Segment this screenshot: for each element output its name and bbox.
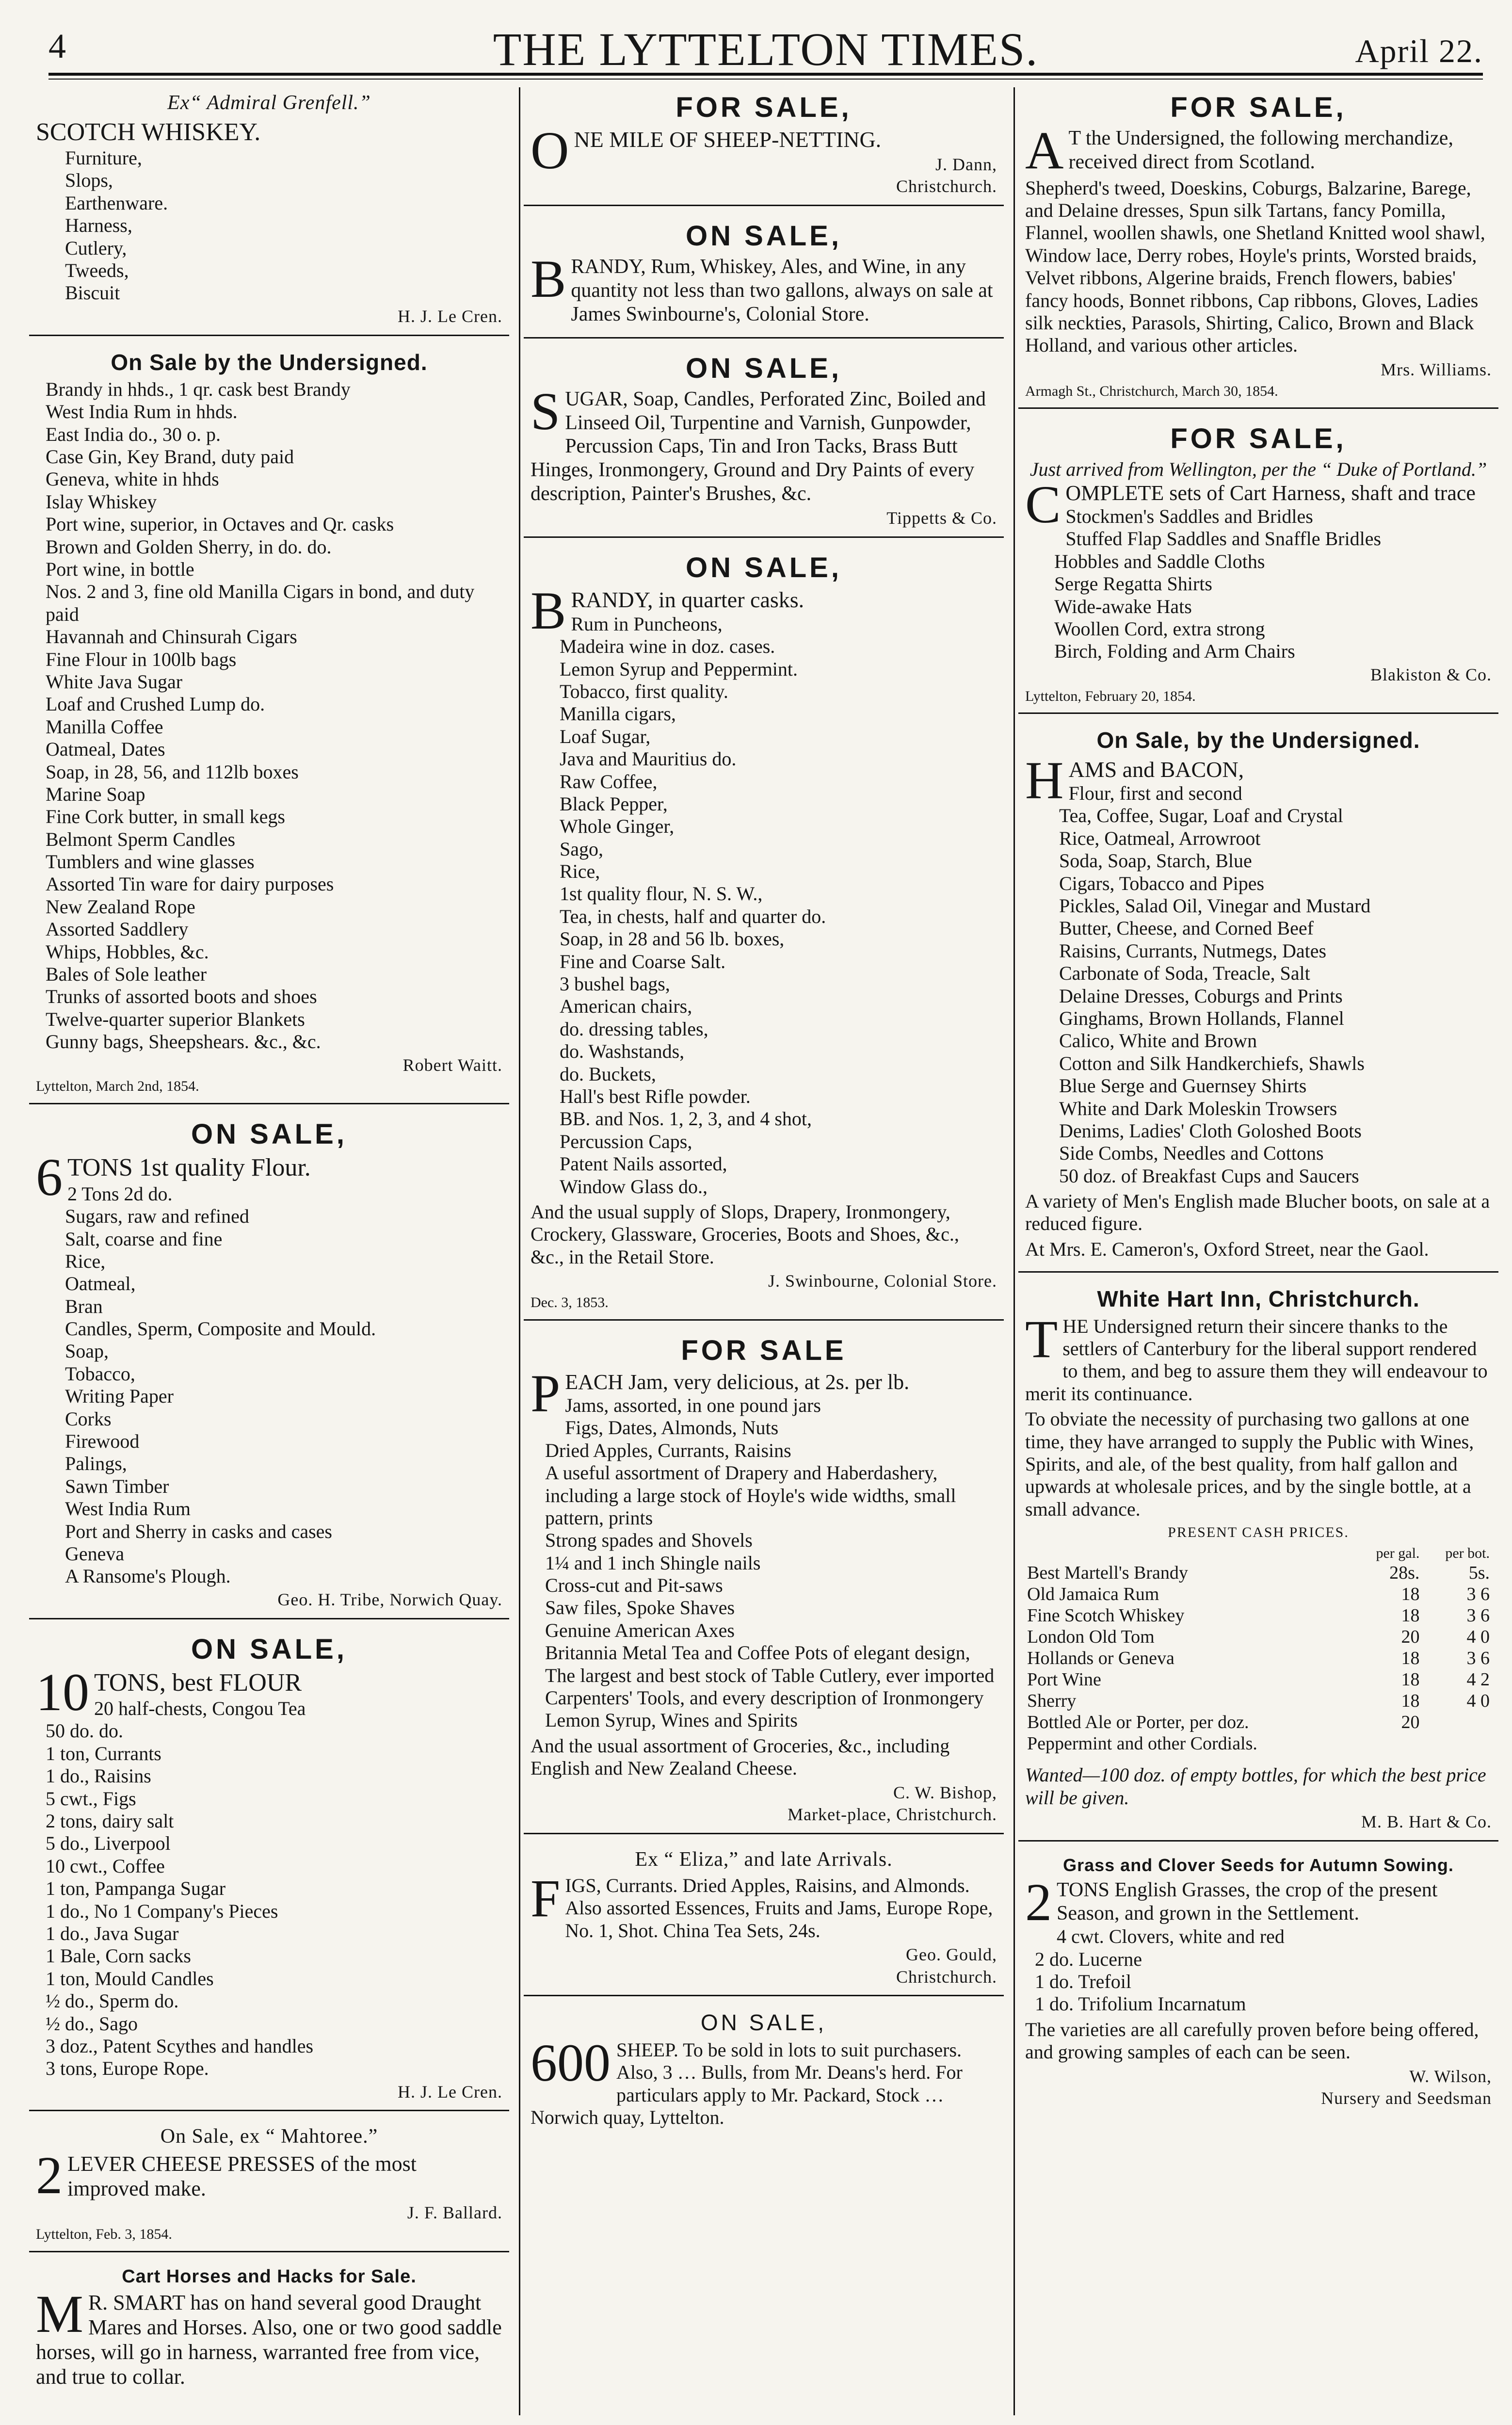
list-item: A Ransome's Plough. [65, 1565, 231, 1587]
list-item: Sawn Timber [65, 1475, 169, 1497]
list-item: Nos. 2 and 3, fine old Manilla Cigars in bond, and duty paid [46, 581, 475, 625]
list-item: Figs, Dates, Almonds, Nuts [565, 1417, 779, 1439]
drop-cap: 10 [36, 1662, 89, 1722]
list-item: do. Buckets, [560, 1063, 656, 1085]
ad-signature: J. Swinbourne, Colonial Store. [768, 1271, 997, 1291]
list-item: Slops, [65, 169, 113, 192]
ad-signature: Geo. H. Tribe, Norwich Quay. [277, 1589, 502, 1609]
price-bot: 3 6 [1466, 1584, 1490, 1604]
list-item: Cutlery, [65, 237, 127, 259]
ad-cart-horses [29, 2262, 509, 2400]
list-item: Rice, [65, 1250, 106, 1272]
ad-dateline: Lyttelton, February 20, 1854. [1025, 688, 1196, 704]
item-list [531, 613, 997, 1198]
list-item: Loaf and Crushed Lump do. [46, 693, 265, 715]
column-3 [1018, 87, 1498, 2126]
list-item: Tobacco, first quality. [560, 680, 728, 702]
list-item: West India Rum in hhds. [46, 401, 238, 423]
ad-body: And the usual assortment of Groceries, &c., including English and New Zealand Cheese. [531, 1734, 950, 1779]
list-item: do. Washstands, [560, 1040, 685, 1063]
list-item: Geneva, white in hhds [46, 468, 219, 490]
drop-cap: B [531, 581, 566, 641]
list-item: Stuffed Flap Saddles and Snaffle Bridles [1065, 528, 1382, 550]
ad-body-2: Shepherd's tweed, Doeskins, Coburgs, Balzarine, Barege, and Delaine dresses, Spun silk Tartans, fancy Pomilla, Flannel, woollen shawls, one Shetland Knitted wool shawl, Window lace, Derry robes, Hoyle's prints, Worsted braids, Velvet ribbons, Algerine braids, French flowers, babies' fancy hoods, Bonnet ribbons, Cap ribbons, Gloves, Ladies silk neckties, Parasols, Shirting, Calico, Brown and Black Holland, and various other articles. [1025, 177, 1485, 356]
list-item: Soap, in 28, 56, and 112lb boxes [46, 760, 299, 783]
ad-lead: TONS 1st quality Flour. [67, 1154, 311, 1182]
ad-lead: TONS, best FLOUR [94, 1668, 302, 1697]
ad-place: Christchurch. [896, 1967, 997, 1987]
column-2 [524, 87, 1004, 2149]
drop-cap: C [1025, 475, 1061, 534]
list-item: 20 half-chests, Congou Tea [94, 1698, 306, 1720]
ad-title: Grass and Clover Seeds for Autumn Sowing. [1063, 1855, 1454, 1875]
ad-lead: LEVER CHEESE PRESSES of the most improved make. [67, 2152, 417, 2201]
table-row [1025, 1626, 1492, 1648]
list-item: 2 tons, dairy salt [46, 1810, 174, 1832]
list-item: Cotton and Silk Handkerchiefs, Shawls [1059, 1052, 1365, 1074]
list-item: ½ do., Sperm do. [46, 1990, 179, 2012]
table-row [1025, 1669, 1492, 1690]
list-item: 1 do., Java Sugar [46, 1922, 179, 1944]
price-bot: 3 6 [1466, 1648, 1490, 1669]
list-item: Bales of Sole leather [46, 963, 207, 986]
list-item: Blue Serge and Guernsey Shirts [1059, 1075, 1307, 1097]
ad-dateline: Lyttelton, March 2nd, 1854. [36, 1078, 199, 1095]
list-item: 2 Tons 2d do. [67, 1182, 173, 1205]
list-item: White and Dark Moleskin Trowsers [1059, 1097, 1337, 1119]
price-gal: 18 [1401, 1584, 1420, 1604]
list-item: do. dressing tables, [560, 1018, 708, 1040]
ad-lead: AMS and BACON, [1068, 757, 1244, 782]
list-item: Saw files, Spoke Shaves [545, 1597, 735, 1619]
drop-cap: M [36, 2284, 83, 2344]
list-item: Calico, White and Brown [1059, 1030, 1257, 1052]
list-item: ½ do., Sago [46, 2012, 138, 2035]
ad-signature: Blakiston & Co. [1370, 664, 1492, 684]
ad-title: Cart Horses and Hacks for Sale. [122, 2266, 417, 2287]
list-item: Fine Flour in 100lb bags [46, 648, 237, 670]
ad-lead: TONS English Grasses, the crop of the present Season, and grown in the Settlement. [1057, 1878, 1438, 1925]
ad-lead: NE MILE OF SHEEP-NETTING. [574, 127, 882, 152]
ad-signature: Tippetts & Co. [886, 508, 997, 528]
list-item: Britannia Metal Tea and Coffee Pots of elegant design, [545, 1642, 970, 1664]
table-row [1025, 1584, 1492, 1605]
ad-hams-bacon [1018, 724, 1498, 1273]
ad-scotland-merchandize [1018, 87, 1498, 409]
ad-admiral-grenfell [29, 87, 509, 336]
list-item: Salt, coarse and fine [65, 1228, 223, 1250]
list-item: 1st quality flour, N. S. W., [560, 883, 763, 905]
price-name: Fine Scotch Whiskey [1027, 1605, 1185, 1626]
ad-body: A variety of Men's English made Blucher boots, on sale at a reduced figure. [1025, 1190, 1490, 1235]
page-number: 4 [48, 27, 66, 65]
ad-body-2: At Mrs. E. Cameron's, Oxford Street, near the Gaol. [1025, 1238, 1429, 1260]
list-item: Port and Sherry in casks and cases [65, 1520, 332, 1542]
ad-eliza-arrivals [524, 1844, 1004, 1996]
ad-signature: Robert Waitt. [402, 1055, 502, 1075]
ad-signature: H. J. Le Cren. [398, 306, 502, 326]
price-name: Peppermint and other Cordials. [1027, 1733, 1257, 1754]
drop-cap: B [531, 249, 566, 309]
list-item: Sago, [560, 838, 603, 860]
list-item: Assorted Saddlery [46, 918, 189, 940]
ad-signature: C. W. Bishop, [893, 1782, 997, 1802]
price-gal: 18 [1401, 1691, 1420, 1712]
list-item: Cross-cut and Pit-saws [545, 1574, 723, 1597]
prices-title: PRESENT CASH PRICES. [1168, 1524, 1349, 1541]
price-name: Port Wine [1027, 1669, 1101, 1690]
list-item: Corks [65, 1407, 112, 1430]
ad-dateline: Lyttelton, Feb. 3, 1854. [36, 2226, 172, 2242]
price-bot: 4 2 [1466, 1669, 1490, 1690]
column-divider [1013, 87, 1015, 2415]
ad-title: Ex “ Eliza,” and late Arrivals. [635, 1848, 893, 1871]
list-item: 1 Bale, Corn sacks [46, 1945, 191, 1967]
drop-cap: 2 [1025, 1872, 1052, 1932]
ad-cart-harness [1018, 419, 1498, 714]
price-name: Best Martell's Brandy [1027, 1562, 1188, 1583]
list-item: Dried Apples, Currants, Raisins [545, 1439, 791, 1461]
list-item: 1 do., Raisins [46, 1765, 151, 1787]
ad-body: IGS, Currants. Dried Apples, Raisins, and Almonds. Also assorted Essences, Fruits and Jams, Europe Rope, No. 1, Shot. China Tea Sets, 24s. [565, 1874, 993, 1941]
drop-cap: 600 [531, 2033, 611, 2092]
ad-title: ON SALE, [686, 552, 842, 584]
list-item: Manilla cigars, [560, 703, 676, 725]
ad-title: On Sale by the Undersigned. [111, 349, 428, 375]
list-item: Earthenware. [65, 192, 168, 214]
ad-sheep-netting [524, 87, 1004, 206]
drop-cap: P [531, 1363, 561, 1423]
list-item: Fine Cork butter, in small kegs [46, 806, 285, 828]
masthead-rule-thin [48, 79, 1483, 80]
list-item: Lemon Syrup, Wines and Spirits [545, 1709, 798, 1731]
list-item: Percussion Caps, [560, 1130, 692, 1152]
item-list [36, 147, 502, 305]
list-item: Pickles, Salad Oil, Vinegar and Mustard [1059, 895, 1371, 917]
list-item: 1 do. Trifolium Incarnatum [1035, 1993, 1246, 2015]
ad-on-sale-undersigned [29, 346, 509, 1105]
ad-cheese-presses [29, 2121, 509, 2252]
ad-title: Ex“ Admiral Grenfell.” [167, 92, 371, 114]
ad-title: ON SALE, [191, 1633, 347, 1665]
list-item: Rice, Oatmeal, Arrowroot [1059, 827, 1261, 849]
ad-body: UGAR, Soap, Candles, Perforated Zinc, Boiled and Linseed Oil, Turpentine and Varnish, Gunpowder, Percussion Caps, Tin and Iron Tacks, Brass Butt Hinges, Ironmongery, Ground and Dry Paints of every description, Painter's Brushes, &c. [531, 388, 986, 505]
price-bot: 3 6 [1466, 1605, 1490, 1626]
list-item: 1 ton, Mould Candles [46, 1967, 214, 1989]
price-gal: 20 [1401, 1626, 1420, 1647]
list-item: Bran [65, 1295, 103, 1317]
wanted-notice: Wanted—100 doz. of empty bottles, for which the best price will be given. [1025, 1764, 1486, 1809]
list-item: Stockmen's Saddles and Bridles [1065, 505, 1313, 528]
column-divider [519, 87, 520, 2415]
list-item: Jams, assorted, in one pound jars [565, 1394, 821, 1416]
column-1 [29, 87, 509, 2409]
list-item: West India Rum [65, 1498, 191, 1520]
list-item: Carpenters' Tools, and every description of Ironmongery [545, 1687, 984, 1709]
list-item: Soap, in 28 and 56 lb. boxes, [560, 928, 785, 950]
list-item: Patent Nails assorted, [560, 1153, 727, 1175]
list-item: Tea, in chests, half and quarter do. [560, 905, 826, 927]
list-item: 4 cwt. Clovers, white and red [1057, 1925, 1285, 1948]
ad-sugar-soap [524, 348, 1004, 538]
list-item: Biscuit [65, 282, 120, 304]
ad-title: On Sale, ex “ Mahtoree.” [160, 2125, 378, 2148]
price-bot: 4 0 [1466, 1626, 1490, 1647]
ad-swinbourne-store [524, 548, 1004, 1321]
list-item: Side Combs, Needles and Cottons [1059, 1142, 1324, 1164]
ad-body: SHEEP. To be sold in lots to suit purchasers. Also, 3 … Bulls, from Mr. Deans's herd. For particulars apply to Mr. Packard, Stock … Norwich quay, Lyttelton. [531, 2038, 963, 2129]
ad-body: RANDY, Rum, Whiskey, Ales, and Wine, in any quantity not less than two gallons, always on sale at James Swinbourne's, Colonial Store. [571, 256, 993, 325]
list-item: Firewood [65, 1430, 140, 1453]
ad-body: R. SMART has on hand several good Draught Mares and Horses. Also, one or two good saddle horses, will go in harness, warranted free from vice, and true to collar. [36, 2290, 502, 2389]
item-list [36, 1183, 502, 1588]
list-item: 50 doz. of Breakfast Cups and Saucers [1059, 1164, 1359, 1187]
list-item: American chairs, [560, 995, 692, 1018]
list-item: Harness, [65, 214, 132, 237]
table-row [1025, 1733, 1492, 1754]
masthead [48, 17, 1483, 75]
ad-signature: J. Dann, [935, 154, 997, 174]
ad-title: ON SALE, [191, 1118, 347, 1150]
list-item: Brandy in hhds., 1 qr. cask best Brandy [46, 378, 351, 400]
price-table [1025, 1545, 1492, 1755]
list-item: Marine Soap [46, 783, 145, 805]
ad-peach-jam [524, 1330, 1004, 1834]
list-item: Window Glass do., [560, 1175, 708, 1197]
list-item: Belmont Sperm Candles [46, 828, 236, 850]
list-item: 1 ton, Pampanga Sugar [46, 1877, 226, 1900]
list-item: Lemon Syrup and Peppermint. [560, 658, 798, 680]
list-item: 1 ton, Currants [46, 1742, 161, 1764]
list-item: Java and Mauritius do. [560, 748, 737, 770]
ad-signature: H. J. Le Cren. [398, 2082, 502, 2102]
drop-cap: A [1025, 121, 1064, 180]
list-item: Candles, Sperm, Composite and Mould. [65, 1318, 376, 1340]
list-item: 3 bushel bags, [560, 973, 670, 995]
ad-grass-seeds [1018, 1851, 1498, 2117]
list-item: 5 do., Liverpool [46, 1832, 171, 1855]
list-item: Butter, Cheese, and Corned Beef [1059, 917, 1314, 939]
ad-place: Christchurch. [896, 177, 997, 196]
list-item: Denims, Ladies' Cloth Goloshed Boots [1059, 1119, 1362, 1142]
list-item: Case Gin, Key Brand, duty paid [46, 446, 294, 468]
list-item: Palings, [65, 1453, 127, 1475]
ad-sheep [524, 2006, 1004, 2139]
list-item: Soda, Soap, Starch, Blue [1059, 850, 1252, 872]
ad-place: Market-place, Christchurch. [788, 1805, 997, 1825]
list-item: Gunny bags, Sheepshears. &c., &c. [46, 1031, 321, 1053]
table-row [1025, 1605, 1492, 1626]
list-item: Rum in Puncheons, [571, 613, 723, 635]
ad-signature: Mrs. Williams. [1381, 359, 1492, 379]
list-item: Tweeds, [65, 259, 129, 281]
ad-subtitle: Just arrived from Wellington, per the “ Duke of Portland.” [1029, 458, 1487, 480]
price-name: London Old Tom [1027, 1626, 1155, 1647]
ad-lead: SCOTCH WHISKEY. [36, 118, 261, 146]
ad-body: T the Undersigned, the following merchandize, received direct from Scotland. [1068, 127, 1453, 173]
list-item: Delaine Dresses, Coburgs and Prints [1059, 985, 1343, 1007]
list-item: Oatmeal, Dates [46, 738, 165, 760]
list-item: Tea, Coffee, Sugar, Loaf and Crystal [1059, 805, 1343, 827]
ad-lead: OMPLETE sets of Cart Harness, shaft and trace [1065, 481, 1476, 505]
list-item: Raisins, Currants, Nutmegs, Dates [1059, 939, 1327, 962]
list-item: 10 cwt., Coffee [46, 1855, 165, 1877]
list-item: Soap, [65, 1340, 109, 1362]
list-item: Madeira wine in doz. cases. [560, 635, 775, 658]
list-item: Woollen Cord, extra strong [1054, 618, 1265, 640]
list-item: Rice, [560, 860, 600, 883]
list-item: Sugars, raw and refined [65, 1205, 249, 1228]
list-item: Tumblers and wine glasses [46, 851, 255, 873]
item-list [1025, 1925, 1492, 2016]
list-item: East India do., 30 o. p. [46, 423, 221, 445]
item-list [1025, 505, 1492, 663]
list-item: 2 do. Lucerne [1035, 1948, 1142, 1970]
list-item: Fine and Coarse Salt. [560, 950, 726, 972]
list-item: Loaf Sugar, [560, 725, 651, 747]
ad-title: FOR SALE, [676, 92, 852, 123]
ad-ten-tons-flour [29, 1629, 509, 2112]
table-header-row [1025, 1545, 1492, 1562]
price-name: Old Jamaica Rum [1027, 1584, 1159, 1604]
table-row [1025, 1648, 1492, 1669]
list-item: 5 cwt., Figs [46, 1787, 136, 1810]
ad-title: FOR SALE, [1170, 92, 1347, 123]
price-gal: 18 [1401, 1669, 1420, 1690]
list-item: Hall's best Rifle powder. [560, 1085, 751, 1107]
column-header: per bot. [1445, 1545, 1490, 1561]
ad-signature: W. Wilson, [1409, 2066, 1492, 2086]
list-item: Cigars, Tobacco and Pipes [1059, 872, 1265, 894]
ad-lead: RANDY, in quarter casks. [571, 587, 804, 613]
list-item: Tobacco, [65, 1362, 135, 1385]
list-item: Serge Regatta Shirts [1054, 573, 1212, 595]
ad-signature: Geo. Gould, [906, 1944, 997, 1964]
list-item: A useful assortment of Drapery and Haberdashery, including a large stock of Hoyle's wide widths, small pattern, prints [545, 1462, 956, 1529]
list-item: Raw Coffee, [560, 770, 658, 792]
list-item: Black Pepper, [560, 792, 668, 815]
drop-cap: F [531, 1868, 561, 1928]
drop-cap: H [1025, 750, 1064, 810]
ad-lead: EACH Jam, very delicious, at 2s. per lb. [565, 1370, 910, 1394]
ad-signature: M. B. Hart & Co. [1361, 1812, 1492, 1832]
list-item: New Zealand Rope [46, 895, 195, 918]
list-item: Genuine American Axes [545, 1619, 735, 1641]
price-name: Sherry [1027, 1691, 1077, 1712]
list-item: BB. and Nos. 1, 2, 3, and 4 shot, [560, 1108, 812, 1130]
drop-cap: 6 [36, 1148, 63, 1207]
ad-body: HE Undersigned return their sincere thanks to the settlers of Canterbury for the liberal support rendered to them, and beg to assure them they will endeavour to merit its continuance. [1025, 1315, 1488, 1405]
item-list [1025, 782, 1492, 1187]
price-bot: 4 0 [1466, 1691, 1490, 1712]
list-item: 1¼ and 1 inch Shingle nails [545, 1552, 761, 1574]
drop-cap: 2 [36, 2146, 63, 2205]
issue-date: April 22. [1355, 32, 1483, 69]
ad-title: FOR SALE [681, 1334, 847, 1366]
drop-cap: O [531, 121, 569, 180]
ad-body: The varieties are all carefully proven before being offered, and growing samples of each can be seen. [1025, 2018, 1479, 2063]
list-item: 50 do. do. [46, 1720, 123, 1742]
table-row [1025, 1712, 1492, 1733]
list-item: Islay Whiskey [46, 490, 157, 513]
list-item: Assorted Tin ware for dairy purposes [46, 873, 334, 895]
list-item: 3 tons, Europe Rope. [46, 2057, 209, 2080]
table-row [1025, 1562, 1492, 1584]
list-item: Port wine, in bottle [46, 558, 194, 580]
ad-title: ON SALE, [686, 352, 842, 384]
list-item: Oatmeal, [65, 1273, 136, 1295]
ad-place: Nursery and Seedsman [1321, 2088, 1492, 2108]
ad-dateline: Armagh St., Christchurch, March 30, 1854. [1025, 383, 1278, 399]
list-item: Birch, Folding and Arm Chairs [1054, 640, 1295, 663]
list-item: 1 do. Trefoil [1035, 1970, 1131, 1992]
masthead-rule [48, 73, 1483, 76]
price-gal: 20 [1401, 1712, 1420, 1733]
ad-title: On Sale, by the Undersigned. [1096, 728, 1420, 753]
price-bot: 5s. [1468, 1562, 1490, 1583]
ad-title: ON SALE, [686, 220, 842, 252]
list-item: Furniture, [65, 147, 142, 169]
ad-signature: J. F. Ballard. [407, 2203, 502, 2223]
item-list [531, 1394, 997, 1732]
ad-title: FOR SALE, [1170, 423, 1347, 455]
price-gal: 18 [1401, 1648, 1420, 1669]
list-item: Trunks of assorted boots and shoes [46, 986, 317, 1008]
ad-body: And the usual supply of Slops, Drapery, Ironmongery, Crockery, Glassware, Groceries, Boots and Shoes, &c., &c., in the Retail Store. [531, 1200, 959, 1268]
list-item: Geneva [65, 1542, 125, 1565]
list-item: Manilla Coffee [46, 715, 163, 738]
list-item: Strong spades and Shovels [545, 1529, 753, 1552]
price-name: Bottled Ale or Porter, per doz. [1027, 1712, 1249, 1733]
ad-brandy-rum [524, 216, 1004, 338]
list-item: Wide-awake Hats [1054, 595, 1192, 617]
price-bot [1421, 1712, 1492, 1733]
drop-cap: T [1025, 1309, 1058, 1369]
ad-body-2: To obviate the necessity of purchasing two gallons at one time, they have arranged to supply the Public with Wines, Spirits, and ale, of the best quality, from half gallon and upwards at wholesale prices, and by the single bottle, at a small advance. [1025, 1408, 1474, 1520]
list-item: 1 do., No 1 Company's Pieces [46, 1900, 278, 1922]
ad-white-hart-inn [1018, 1282, 1498, 1842]
list-item: Writing Paper [65, 1385, 174, 1407]
newspaper-title: THE LYTTELTON TIMES. [493, 23, 1039, 75]
list-item: Brown and Golden Sherry, in do. do. [46, 535, 332, 558]
list-item: Hobbles and Saddle Cloths [1054, 550, 1265, 572]
price-name: Hollands or Geneva [1027, 1648, 1174, 1669]
ad-title: White Hart Inn, Christchurch. [1097, 1286, 1420, 1312]
item-list [36, 378, 502, 1053]
list-item: Carbonate of Soda, Treacle, Salt [1059, 962, 1310, 985]
price-gal: 28s. [1389, 1562, 1420, 1583]
price-gal: 18 [1401, 1605, 1420, 1626]
drop-cap: S [531, 381, 561, 441]
ad-dateline: Dec. 3, 1853. [531, 1294, 609, 1310]
column-header: per gal. [1376, 1545, 1420, 1561]
list-item: Whole Ginger, [560, 815, 675, 838]
list-item: Port wine, superior, in Octaves and Qr. casks [46, 513, 394, 535]
list-item: 3 doz., Patent Scythes and handles [46, 2035, 314, 2057]
list-item: Ginghams, Brown Hollands, Flannel [1059, 1007, 1344, 1029]
list-item: Twelve-quarter superior Blankets [46, 1008, 305, 1030]
list-item: Whips, Hobbles, &c. [46, 940, 209, 963]
item-list [36, 1698, 502, 2080]
list-item: The largest and best stock of Table Cutlery, ever imported [545, 1664, 995, 1686]
list-item: Havannah and Chinsurah Cigars [46, 626, 297, 648]
table-row [1025, 1690, 1492, 1712]
list-item: White Java Sugar [46, 670, 183, 693]
ad-title: ON SALE, [700, 2010, 827, 2036]
ad-six-tons-flour [29, 1114, 509, 1619]
list-item: Flour, first and second [1068, 782, 1242, 805]
